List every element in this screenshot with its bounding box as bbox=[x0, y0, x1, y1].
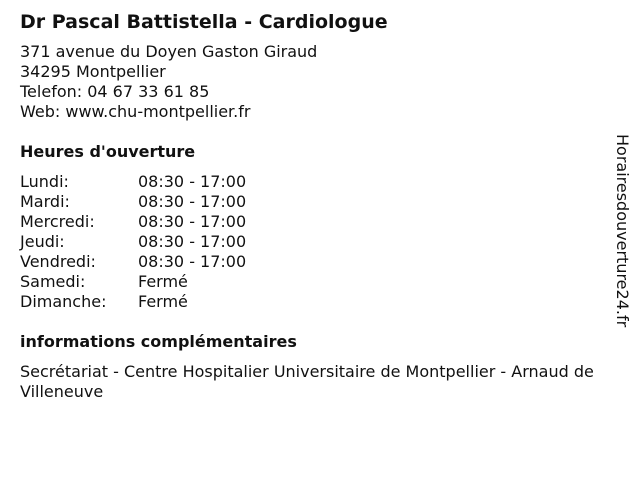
hours-day-label: Samedi: bbox=[20, 272, 86, 291]
hours-day-label: Mercredi: bbox=[20, 212, 95, 231]
additional-info-text: Secrétariat - Centre Hospitalier Universitaire de Montpellier - Arnaud de Villeneuve bbox=[20, 362, 594, 401]
address-street: 371 avenue du Doyen Gaston Giraud bbox=[20, 42, 318, 61]
hours-day-label: Lundi: bbox=[20, 172, 69, 191]
hours-row-monday bbox=[20, 172, 610, 192]
additional-info-heading: informations complémentaires bbox=[20, 332, 297, 351]
hours-day-label: Jeudi: bbox=[20, 232, 65, 251]
hours-day-label: Vendredi: bbox=[20, 252, 96, 271]
business-card bbox=[20, 10, 610, 402]
hours-row-sunday bbox=[20, 292, 610, 312]
hours-time-value: Fermé bbox=[138, 292, 188, 311]
hours-time-value: Fermé bbox=[138, 272, 188, 291]
hours-time-value: 08:30 - 17:00 bbox=[138, 192, 247, 211]
site-watermark: Horairesdouverture24.fr bbox=[613, 134, 632, 328]
hours-time-value: 08:30 - 17:00 bbox=[138, 172, 247, 191]
phone-number: Telefon: 04 67 33 61 85 bbox=[20, 82, 210, 101]
hours-time-value: 08:30 - 17:00 bbox=[138, 252, 247, 271]
hours-day-label: Dimanche: bbox=[20, 292, 107, 311]
website-line: Web: www.chu-montpellier.fr bbox=[20, 102, 251, 121]
hours-time-value: 08:30 - 17:00 bbox=[138, 232, 247, 251]
address-city: 34295 Montpellier bbox=[20, 62, 166, 81]
hours-time-value: 08:30 - 17:00 bbox=[138, 212, 247, 231]
hours-row-thursday bbox=[20, 232, 610, 252]
hours-row-friday bbox=[20, 252, 610, 272]
page-title: Dr Pascal Battistella - Cardiologue bbox=[20, 11, 388, 33]
opening-hours-table bbox=[20, 172, 610, 312]
opening-hours-heading: Heures d'ouverture bbox=[20, 142, 196, 161]
hours-row-saturday bbox=[20, 272, 610, 292]
hours-row-wednesday bbox=[20, 212, 610, 232]
hours-row-tuesday bbox=[20, 192, 610, 212]
hours-day-label: Mardi: bbox=[20, 192, 70, 211]
